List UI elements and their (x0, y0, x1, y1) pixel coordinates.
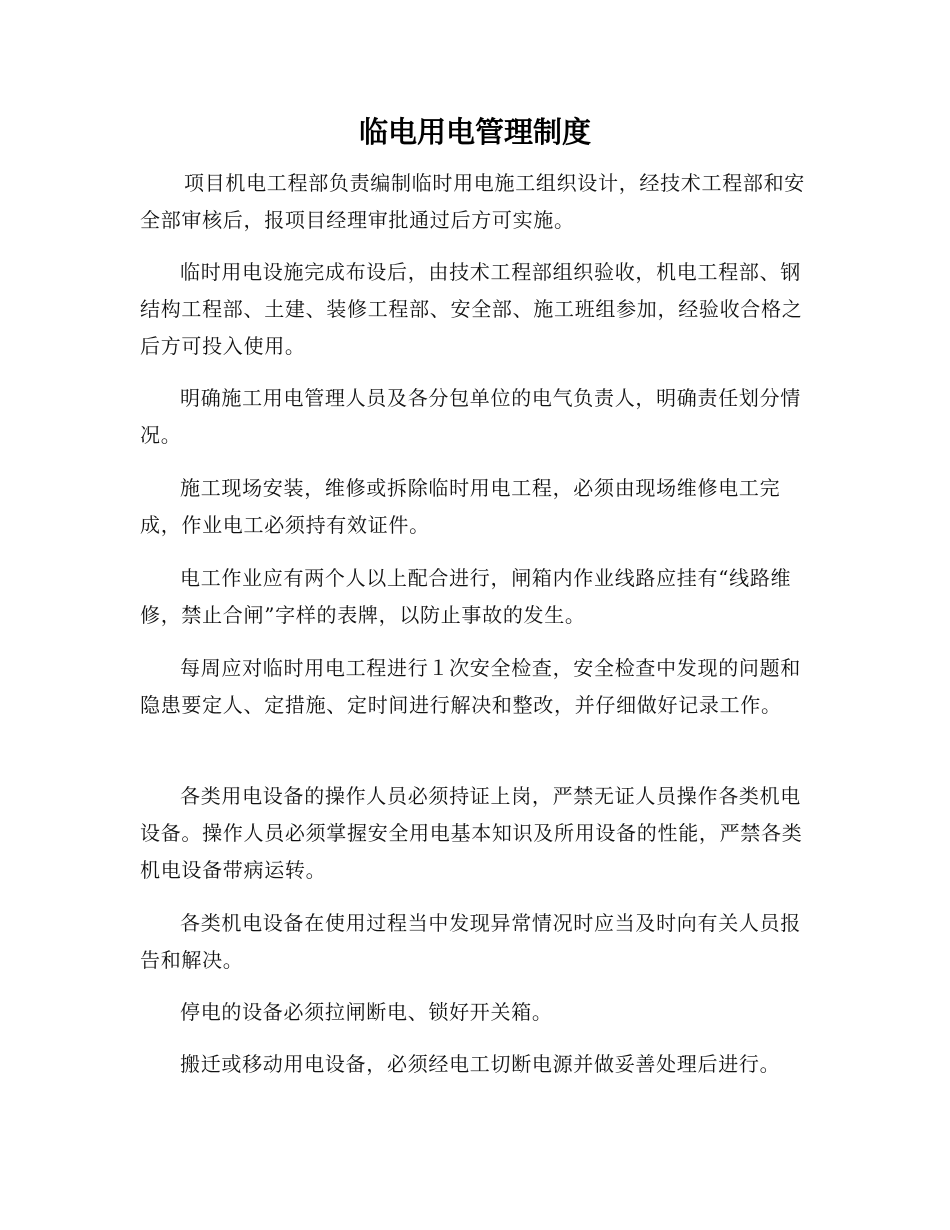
paragraph-4: 施工现场安装，维修或拆除临时用电工程，必须由现场维修电工完成，作业电工必须持有效证件。 (140, 476, 781, 537)
paragraph-9: 停电的设备必须拉闸断电、锁好开关箱。 (180, 1000, 553, 1024)
paragraph-5: 电工作业应有两个人以上配合进行，闸箱内作业线路应挂有“线路维修，禁止合闸”字样的表牌，以防止事故的发生。 (140, 566, 792, 627)
paragraph-10: 搬迁或移动用电设备，必须经电工切断电源并做妥善处理后进行。 (180, 1052, 781, 1076)
document-title: 临电用电管理制度 (358, 115, 591, 149)
paragraph-7: 各类用电设备的操作人员必须持证上岗，严禁无证人员操作各类机电设备。操作人员必须掌握安全用电基本知识及所用设备的性能，严禁各类机电设备带病运转。 (140, 784, 803, 882)
paragraph-6: 每周应对临时用电工程进行１次安全检查，安全检查中发现的问题和隐患要定人、定措施、定时间进行解决和整改，并仔细做好记录工作。 (140, 656, 801, 717)
paragraph-3: 明确施工用电管理人员及各分包单位的电气负责人，明确责任划分情况。 (140, 386, 801, 447)
paragraph-8: 各类机电设备在使用过程当中发现异常情况时应当及时向有关人员报告和解决。 (140, 911, 801, 972)
paragraph-1: 项目机电工程部负责编制临时用电施工组织设计，经技术工程部和安全部审核后，报项目经理审批通过后方可实施。 (140, 171, 805, 232)
paragraph-2: 临时用电设施完成布设后，由技术工程部组织验收，机电工程部、钢结构工程部、土建、装修工程部、安全部、施工班组参加，经验收合格之后方可投入使用。 (140, 260, 803, 358)
